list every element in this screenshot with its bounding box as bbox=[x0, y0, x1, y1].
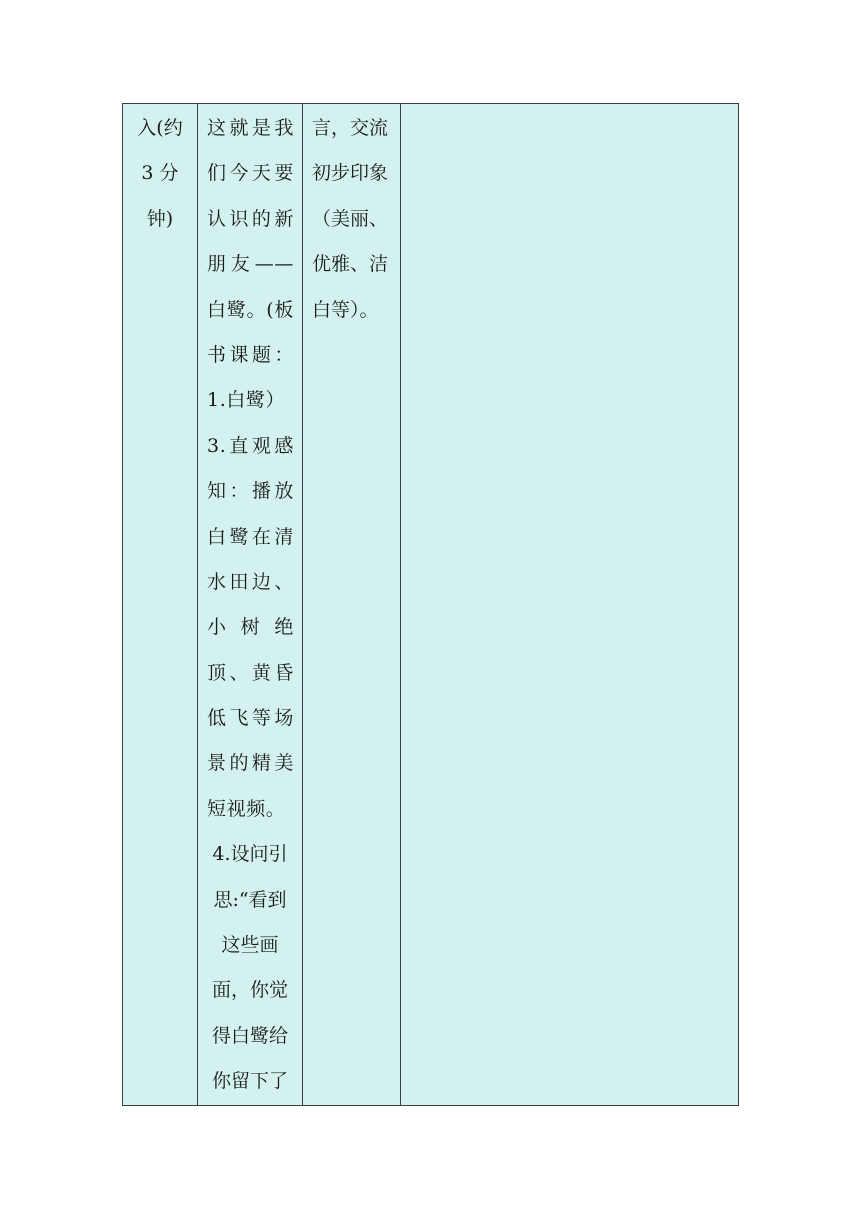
text-line: 顶、黄昏 bbox=[207, 661, 294, 684]
text-line: 们今天要 bbox=[207, 162, 294, 185]
text-line: 认识的新 bbox=[207, 207, 294, 230]
text-line: 白等）。 bbox=[312, 298, 379, 321]
text-line: 朋友—— bbox=[207, 253, 294, 276]
text-line: 得白鹭给 bbox=[211, 1024, 288, 1047]
text-line: 白鹭在清 bbox=[207, 525, 294, 548]
teacher-activity-text bbox=[198, 106, 302, 1105]
text-line: （美丽、 bbox=[312, 207, 389, 230]
text-line: 4.设问引 bbox=[212, 843, 288, 866]
text-line: 初步印象 bbox=[312, 162, 389, 185]
text-line: 言，交流 bbox=[312, 117, 389, 139]
text-line: 你留下了 bbox=[211, 1070, 288, 1093]
stage-cell bbox=[123, 104, 198, 1106]
text-line: 3 分 bbox=[141, 162, 179, 185]
text-line: 水田边、 bbox=[207, 570, 294, 593]
lesson-plan-table bbox=[122, 103, 739, 1106]
student-activity-text bbox=[303, 106, 400, 333]
text-line: 1.白鹭） bbox=[207, 389, 286, 412]
text-line: 钟) bbox=[146, 207, 174, 230]
text-line: 低飞等场 bbox=[207, 707, 294, 730]
text-line: 知：播放 bbox=[207, 480, 294, 503]
text-line: 白鹭。(板 bbox=[207, 298, 294, 321]
text-line: 3.直观感 bbox=[207, 434, 294, 457]
text-line: 景的精美 bbox=[207, 752, 294, 775]
stage-text bbox=[123, 106, 197, 242]
text-line: 思:“看到 bbox=[213, 888, 287, 911]
teacher-activity-cell bbox=[198, 104, 303, 1106]
table-row bbox=[123, 104, 739, 1106]
text-line: 入(约 bbox=[137, 117, 183, 139]
design-intent-cell bbox=[401, 104, 739, 1106]
text-line: 优雅、洁 bbox=[312, 253, 389, 276]
text-line: 小 树 绝 bbox=[207, 616, 294, 639]
student-activity-cell bbox=[303, 104, 401, 1106]
text-line: 这就是我 bbox=[207, 117, 294, 139]
text-line: 短视频。 bbox=[207, 797, 286, 820]
text-line: 书课题： bbox=[207, 343, 294, 366]
text-line: 面，你觉 bbox=[211, 979, 288, 1002]
text-line: 这些画 bbox=[221, 934, 279, 957]
